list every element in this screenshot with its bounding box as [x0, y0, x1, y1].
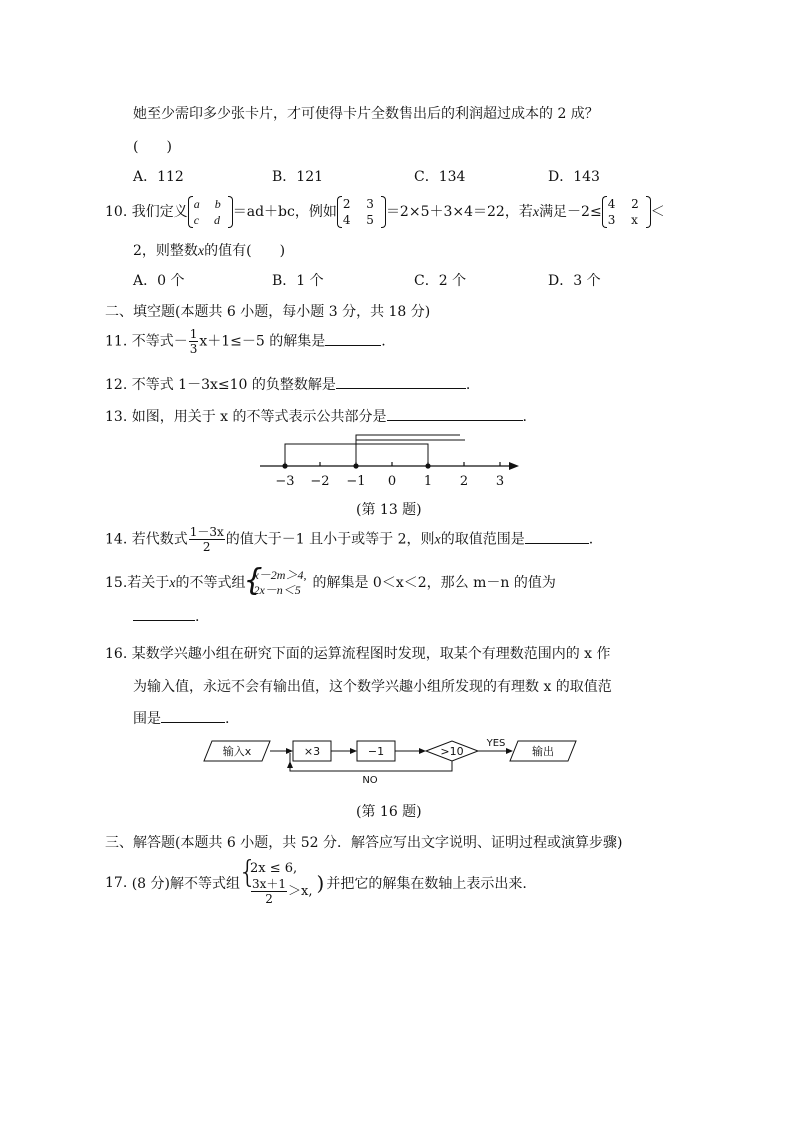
q10-matrix-example: 2 3 4 5 — [337, 196, 386, 228]
arrow-icon — [350, 748, 357, 754]
q12: 12. 不等式 1－3x≤10 的负整数解是 . — [105, 377, 471, 393]
flow-output-label: 输出 — [532, 745, 554, 758]
q13-number: 13. — [105, 409, 128, 425]
dot-minus1 — [353, 463, 358, 468]
q10-option-c: C．2 个 — [414, 273, 467, 289]
q13: 13. 如图，用关于 x 的不等式表示公共部分是 . — [105, 409, 527, 425]
q10-matrix-x: 4 2 3 x — [602, 196, 651, 228]
q16-number: 16. — [105, 646, 128, 662]
q13-caption: (第 13 题) — [356, 502, 422, 518]
axis-arrow-icon — [509, 462, 519, 470]
q11: 11. 不等式－ $\frac{1}{3}$ x＋1≤－5 的解集是 . — [105, 327, 386, 356]
q14-answer-blank[interactable] — [525, 531, 589, 544]
q15: 15.若关于x的不等式组 { x－2m＞4, 2x－n＜5 的解集是 0＜x＜2，那么 m－n 的值为 — [105, 568, 556, 598]
q10-line2: 2，则整数x的值有( ) — [133, 243, 286, 259]
arrow-icon — [419, 748, 426, 754]
q10-number: 10. — [105, 204, 128, 220]
q9-option-d: D．143 — [548, 169, 600, 185]
flow-no-label: NO — [362, 775, 378, 786]
q15-number: 15. — [105, 575, 128, 591]
q10-matrix-abcd: a b c d — [188, 196, 233, 228]
q10-text-6: ＜ — [650, 204, 665, 220]
q9-option-b: B．121 — [272, 169, 324, 185]
q13-answer-blank[interactable] — [387, 408, 523, 421]
q9-option-c: C．134 — [414, 169, 466, 185]
tick-label: −3 — [275, 474, 295, 489]
q10-text-5: 满足－2≤ — [539, 204, 602, 220]
flow-input-label: 输入x — [222, 745, 252, 758]
q12-number: 12. — [105, 377, 128, 393]
q16-caption: (第 16 题) — [356, 804, 422, 820]
q17-inequality-system: { 2x ≤ 6, $\frac{3x+1}{2}$ ＞x, — [240, 860, 313, 905]
q10-option-b: B．1 个 — [272, 273, 324, 289]
q16-line2: 为输入值，永远不会有输出值，这个数学兴趣小组所发现的有理数 x 的取值范 — [133, 679, 612, 695]
section-2-heading: 二、填空题(本题共 6 小题，每小题 3 分，共 18 分) — [105, 304, 431, 320]
q16-answer-blank[interactable] — [161, 710, 225, 723]
tick-label: −2 — [310, 474, 330, 489]
q14-number: 14. — [105, 531, 128, 548]
dot-minus3 — [282, 463, 287, 468]
q16-line1: 16. 某数学兴趣小组在研究下面的运算流程图时发现，取某个有理数范围内的 x 作 — [105, 646, 611, 662]
q15-line2: . — [133, 608, 199, 625]
q13-number-line-figure — [255, 430, 525, 492]
q14: 14. 若代数式 $\frac{1-3x}{2}$ 的值大于－1 且小于或等于 2，则x的取值范围是 . — [105, 525, 594, 554]
q10-text-3: ＝2×5＋3×4＝22，若 — [385, 204, 533, 220]
flow-compare-label: >10 — [440, 745, 464, 758]
tick-label: 0 — [387, 474, 397, 489]
tick-label: −1 — [346, 474, 366, 489]
q16-flowchart — [200, 733, 585, 793]
tick-label: 1 — [423, 474, 433, 489]
dot-1 — [425, 463, 430, 468]
flow-multiply-label: ×3 — [303, 745, 321, 758]
q16-line3: 围是 . — [133, 711, 230, 727]
q10-text-2: ＝ad＋bc，例如 — [232, 204, 337, 220]
section-3-heading: 三、解答题(本题共 6 小题，共 52 分．解答应写出文字说明、证明过程或演算步骤) — [105, 835, 623, 851]
arrow-up-icon — [287, 761, 293, 768]
q9-answer-paren: ( ) — [133, 139, 172, 155]
q9-option-a: A．112 — [133, 169, 184, 185]
q12-answer-blank[interactable] — [336, 376, 466, 389]
q10-line1 — [105, 196, 665, 228]
arrow-icon — [506, 748, 513, 754]
q17: 17. (8 分)解不等式组 { 2x ≤ 6, $\frac{3x+1}{2}$ ＞x, ) 并把它的解集在数轴上表示出来. — [105, 860, 527, 905]
q9-text: 她至少需印多少张卡片，才可使得卡片全数售出后的利润超过成本的 2 成？ — [133, 106, 599, 122]
tick-label: 3 — [495, 474, 505, 489]
q10-var-x: x — [532, 205, 540, 220]
q15-answer-blank[interactable] — [133, 608, 195, 621]
q17-number: 17. — [105, 874, 128, 891]
q11-number: 11. — [105, 333, 128, 350]
flow-yes-label: YES — [486, 738, 506, 749]
q10-text-1: 我们定义 — [131, 204, 188, 220]
tick-label: 2 — [459, 474, 469, 489]
q15-inequality-system: { x－2m＞4, 2x－n＜5 — [245, 568, 306, 598]
q11-answer-blank[interactable] — [325, 333, 381, 346]
flow-subtract-label: −1 — [367, 745, 385, 758]
q10-option-d: D．3 个 — [548, 273, 601, 289]
q10-option-a: A．0 个 — [133, 273, 185, 289]
q11-fraction: $\frac{1}{3}$ — [189, 327, 198, 356]
q14-fraction: $\frac{1-3x}{2}$ — [189, 525, 224, 554]
